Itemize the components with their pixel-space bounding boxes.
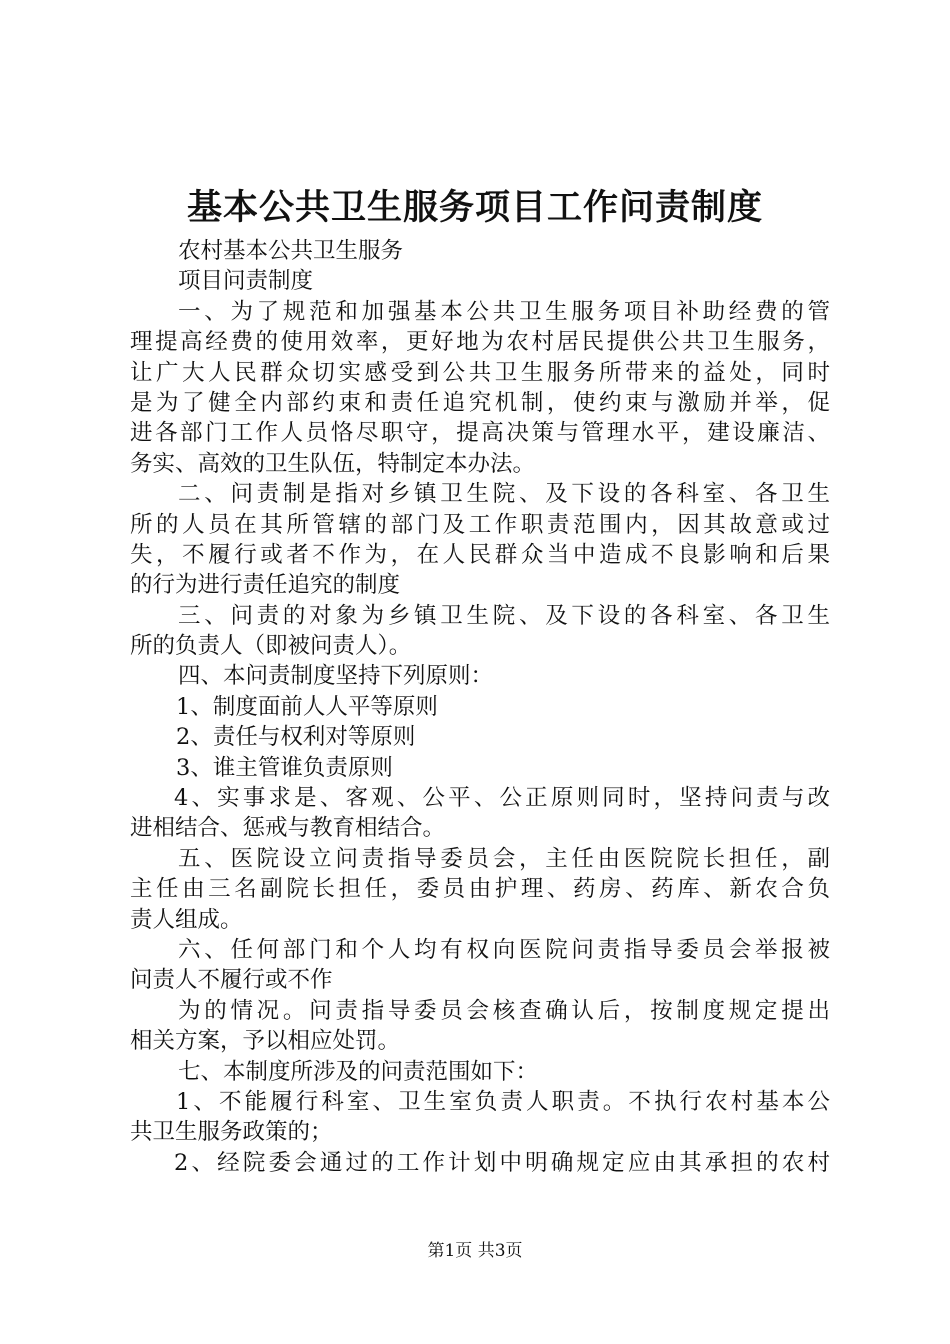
text-line: 六、任何部门和个人均有权向医院问责指导委员会举报被 (178, 936, 830, 963)
text-line: 理提高经费的使用效率，更好地为农村居民提供公共卫生服务， (130, 329, 830, 356)
text-line: 1、不能履行科室、卫生室负责人职责。不执行农村基本公 (176, 1088, 830, 1115)
text-line: 失，不履行或者不作为，在人民群众当中造成不良影响和后果 (130, 541, 830, 568)
text-line: 相关方案，予以相应处罚。 (130, 1028, 401, 1055)
text-line: 4、实事求是、客观、公平、公正原则同时，坚持问责与改 (174, 785, 830, 812)
page-number-footer: 第1页 共3页 (427, 1241, 523, 1261)
text-line: 七、本制度所涉及的问责范围如下： (178, 1058, 539, 1085)
text-line: 一、为了规范和加强基本公共卫生服务项目补助经费的管 (178, 298, 830, 325)
text-line: 二、问责制是指对乡镇卫生院、及下设的各科室、各卫生 (178, 481, 830, 508)
text-line: 责人组成。 (130, 906, 243, 933)
text-line: 是为了健全内部约束和责任追究机制，使约束与激励并举，促 (130, 389, 830, 416)
document-body (130, 236, 830, 1178)
text-line: 2、责任与权利对等原则 (176, 724, 416, 751)
text-line: 务实、高效的卫生队伍，特制定本办法。 (130, 450, 536, 477)
text-line: 进相结合、惩戒与教育相结合。 (130, 815, 446, 842)
text-line: 项目问责制度 (178, 268, 314, 295)
text-line: 四、本问责制度坚持下列原则： (178, 663, 494, 690)
text-line: 1、制度面前人人平等原则 (176, 693, 438, 720)
text-line: 2、经院委会通过的工作计划中明确规定应由其承担的农村 (174, 1149, 830, 1176)
text-line: 为的情况。问责指导委员会核查确认后，按制度规定提出 (178, 997, 830, 1024)
text-line: 共卫生服务政策的； (130, 1119, 333, 1146)
document-title: 基本公共卫生服务项目工作问责制度 (186, 187, 763, 228)
text-line: 三、问责的对象为乡镇卫生院、及下设的各科室、各卫生 (178, 602, 830, 629)
text-line: 让广大人民群众切实感受到公共卫生服务所带来的益处，同时 (130, 359, 830, 386)
text-line: 所的人员在其所管辖的部门及工作职责范围内，因其故意或过 (130, 511, 830, 538)
text-line: 农村基本公共卫生服务 (178, 238, 404, 264)
text-line: 3、谁主管谁负责原则 (176, 754, 393, 781)
text-line: 五、医院设立问责指导委员会，主任由医院院长担任，副 (178, 845, 830, 872)
text-line: 所的负责人（即被问责人）。 (130, 633, 412, 660)
text-line: 进各部门工作人员恪尽职守，提高决策与管理水平，建设廉洁、 (130, 420, 830, 447)
text-line: 的行为进行责任追究的制度 (130, 572, 401, 599)
text-line: 主任由三名副院长担任，委员由护理、药房、药库、新农合负 (130, 876, 830, 903)
text-line: 问责人不履行或不作 (130, 967, 333, 994)
